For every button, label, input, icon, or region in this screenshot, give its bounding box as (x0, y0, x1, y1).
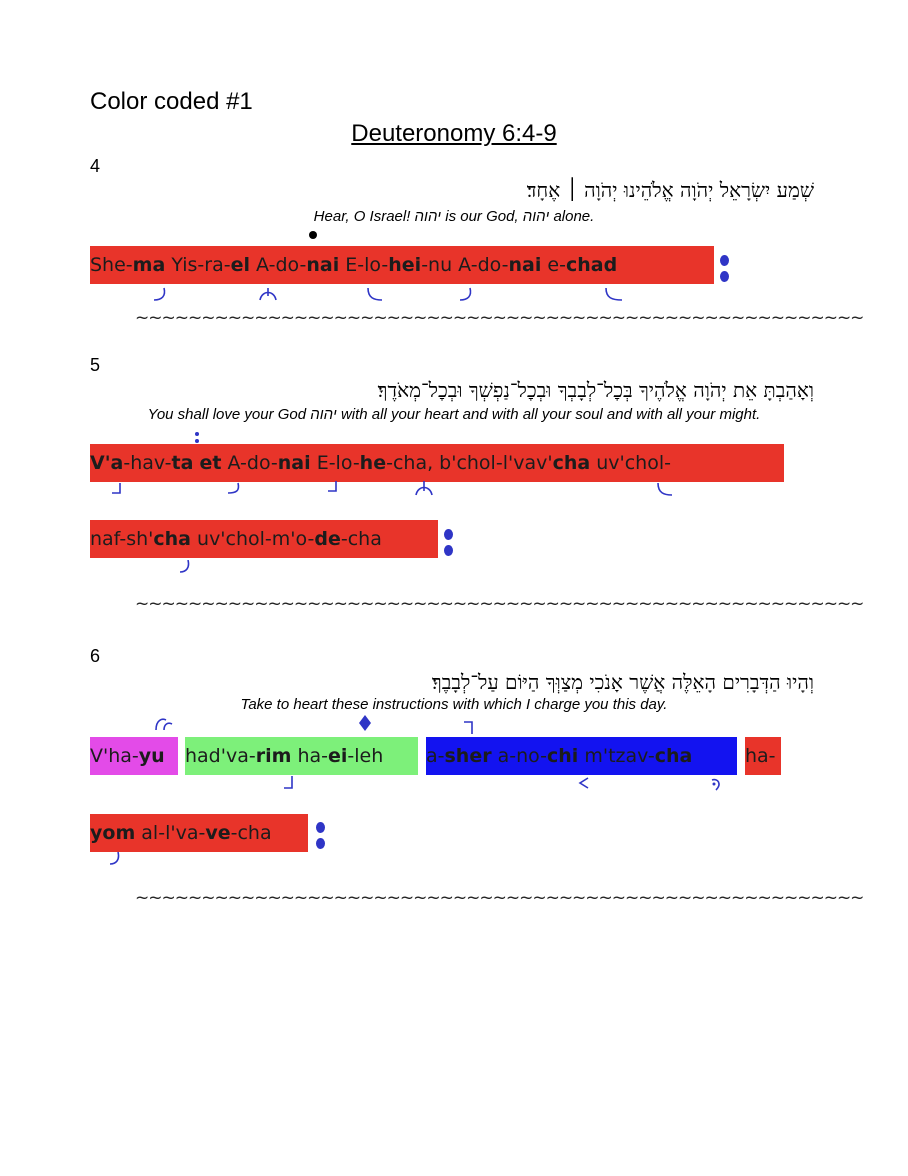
mercha-mark-icon (110, 483, 130, 497)
hebrew-verse-6: וְהָיוּ הַדְּבָרִים הָאֵלֶּה אֲשֶׁר אָנֹכִי מְצַוְּךָ הַיּוֹם עַל־לְבָבֶךָ׃ (431, 670, 814, 694)
accent-dot-icon (195, 439, 199, 443)
transliteration-band-v6-d (745, 737, 781, 775)
accent-dot-icon (195, 432, 199, 436)
transliteration-text: V'a-hav-ta et A-do-nai E-lo-he-cha, b'chol-l'vav'cha uv'chol- (90, 452, 671, 474)
sof-pasuq-dot-icon (720, 271, 729, 282)
translation-verse-5: You shall love your God יהוה with all your heart and with all your soul and with all your might. (147, 406, 761, 423)
hebrew-verse-5: וְאָהַבְתָּ אֵת יְהֹוָה אֱלֹהֶיךָ בְּכׇל־לְבָבְךָ וּבְכׇל־נַפְשְׁךָ וּבְכׇל־מְאֹדֶךָ׃ (377, 378, 814, 402)
transliteration-band-v6-c (426, 737, 737, 775)
zakef-mark-icon (258, 286, 280, 304)
mercha-mark-icon (326, 481, 346, 495)
document-title: Color coded #1 (90, 88, 253, 115)
verse-number-4: 4 (90, 156, 101, 176)
transliteration-band-v6-line2 (90, 814, 308, 852)
munach-mark-icon (656, 483, 676, 499)
translation-verse-6: Take to heart these instructions with which I charge you this day. (240, 696, 668, 713)
transliteration-text: had'va-rim ha-ei-leh (185, 745, 384, 767)
mercha-mark-icon (282, 776, 300, 792)
tipcha-mark-icon (458, 288, 478, 304)
transliteration-band-v5-line1 (90, 444, 784, 482)
segol-diamond-icon (357, 715, 373, 733)
transliteration-text: V'ha-yu (90, 745, 165, 767)
darga-mark-icon (576, 776, 594, 792)
sof-pasuq-dot-icon (316, 822, 325, 833)
transliteration-text: a-sher a-no-chi m'tzav-cha (426, 745, 693, 767)
tipcha-mark-icon (178, 560, 194, 576)
transliteration-text: naf-sh'cha uv'chol-m'o-de-cha (90, 528, 382, 550)
transliteration-text: ha- (745, 745, 776, 767)
sof-pasuq-dot-icon (720, 255, 729, 266)
mercha-mark-icon (462, 720, 478, 736)
verse-number-5: 5 (90, 355, 101, 375)
separator: ~~~~~~~~~~~~~~~~~~~~~~~~~~~~~~~~~~~~~~~~~~~~~~~~~~~~~~~ (135, 308, 864, 328)
pashta-mark-icon (154, 716, 176, 734)
tipcha-mark-icon (152, 288, 172, 304)
sof-pasuq-dot-icon (316, 838, 325, 849)
munach-mark-icon (366, 288, 386, 304)
accent-dot-icon (309, 231, 317, 239)
transliteration-band-v6-a (90, 737, 178, 775)
separator: ~~~~~~~~~~~~~~~~~~~~~~~~~~~~~~~~~~~~~~~~~~~~~~~~~~~~~~~ (135, 594, 864, 614)
zakef-mark-icon (414, 481, 436, 499)
tipcha-mark-icon (226, 483, 246, 497)
tipcha-mark-icon (108, 852, 124, 868)
verse-number-6: 6 (90, 646, 101, 666)
translation-verse-4: Hear, O Israel! יהוה is our God, יהוה alone. (313, 208, 595, 225)
munach-mark-icon (604, 288, 626, 304)
transliteration-text: She-ma Yis-ra-el A-do-nai E-lo-hei-nu A-do-nai e-chad (90, 254, 618, 276)
transliteration-band-v6-b (185, 737, 418, 775)
passage-heading: Deuteronomy 6:4-9 (351, 120, 557, 147)
sof-pasuq-dot-icon (444, 545, 453, 556)
separator: ~~~~~~~~~~~~~~~~~~~~~~~~~~~~~~~~~~~~~~~~~~~~~~~~~~~~~~~ (135, 888, 864, 908)
tevir-mark-icon (708, 776, 726, 794)
transliteration-band-v5-line2 (90, 520, 438, 558)
transliteration-text: yom al-l'va-ve-cha (90, 822, 272, 844)
transliteration-band-v4 (90, 246, 714, 284)
hebrew-verse-4: שְׁמַע יִשְׂרָאֵל יְהֹוָה אֱלֹהֵינוּ יְהֹוָה ׀ אֶחָד׃ (526, 178, 814, 202)
sof-pasuq-dot-icon (444, 529, 453, 540)
